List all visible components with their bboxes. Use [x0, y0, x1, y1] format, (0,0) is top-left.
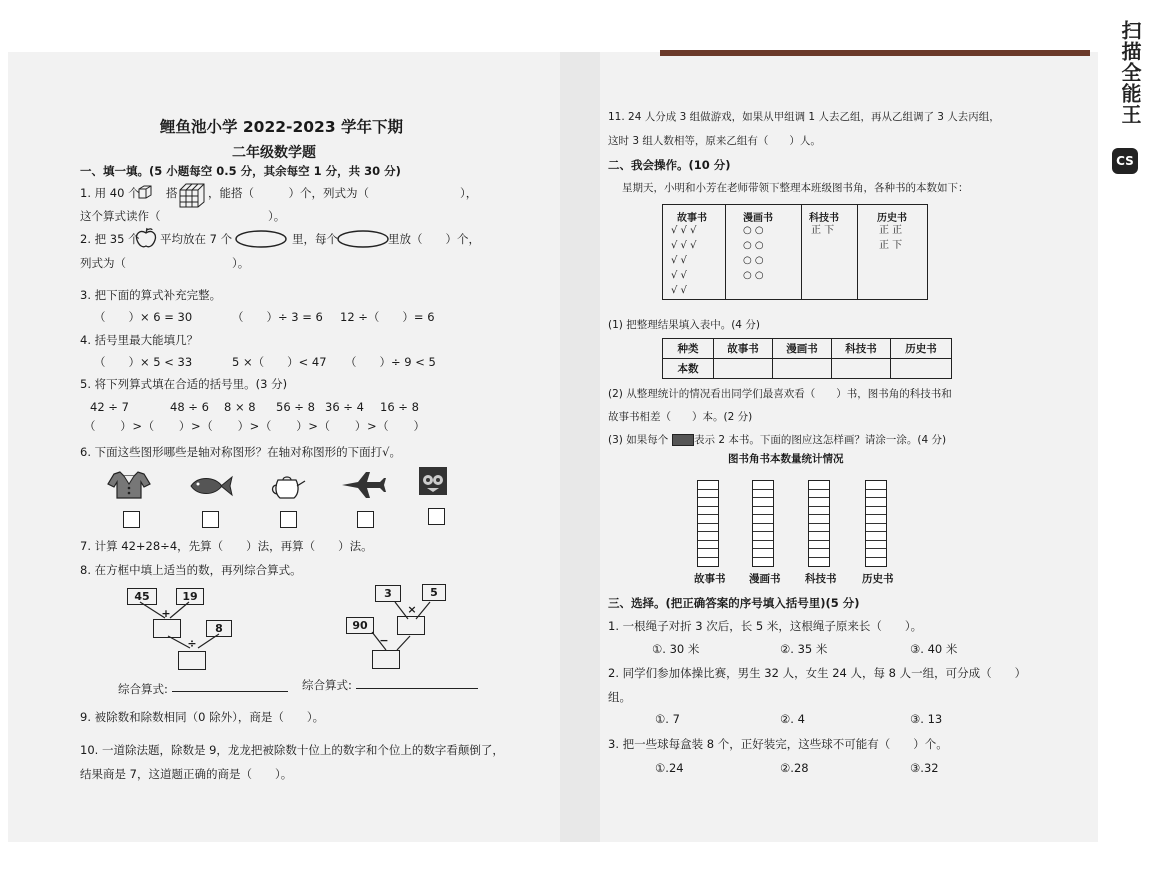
- chart-label-history: 历史书: [862, 573, 894, 585]
- choice2-opt-b[interactable]: ②. 4: [780, 712, 805, 726]
- part2-line-a: (2) 从整理统计的情况看出同学们最喜欢看（ ）书，图书角的科技书和: [608, 388, 952, 400]
- bar-science-cell[interactable]: [809, 507, 829, 516]
- q2-part-f: ）。: [232, 256, 250, 270]
- q5-expr-4: 56 ÷ 8: [276, 400, 315, 414]
- part3-line-a: (3) 如果每个: [608, 434, 669, 446]
- q11-line-a: 11. 24 人分成 3 组做游戏，如果从甲组调 1 人去乙组，再从乙组调了 3 人去丙组，: [608, 111, 1000, 123]
- stat-header-comic: 漫画书: [773, 339, 832, 359]
- bar-history-cell[interactable]: [866, 524, 886, 533]
- bar-story[interactable]: [697, 480, 719, 567]
- tree1-box-a: 45: [127, 588, 157, 605]
- tree2-box-result1[interactable]: [397, 616, 425, 635]
- choice3-prompt: 3. 把一些球每盒装 8 个，正好装完，这些球不可能有（ ）个。: [608, 737, 948, 751]
- tally-col-science: [801, 205, 858, 299]
- section1-header: 一、填一填。(5 小题每空 0.5 分，其余每空 1 分，共 30 分): [80, 164, 401, 178]
- stat-cell-story[interactable]: [714, 359, 773, 379]
- teapot-icon: [268, 470, 308, 502]
- legend-unit-square-icon: [672, 434, 694, 446]
- tree2-box-b: 5: [422, 584, 446, 601]
- bar-story-cell[interactable]: [698, 532, 718, 541]
- tally-header-story: 故事书: [677, 213, 707, 224]
- stat-row-label: 本数: [663, 359, 714, 379]
- tally-marks-history: 正 正 正 下: [879, 225, 903, 251]
- bar-comic-cell[interactable]: [753, 541, 773, 550]
- q5-expr-3: 8 × 8: [224, 400, 256, 414]
- face-pattern-icon: [418, 466, 448, 496]
- big-cube-icon: [178, 182, 206, 208]
- choice2-opt-a[interactable]: ①. 7: [655, 712, 680, 726]
- tally-marks-comic: ○ ○ ○ ○ ○ ○ ○ ○: [743, 225, 764, 281]
- bar-history-cell[interactable]: [866, 507, 886, 516]
- q1-part-a: 1. 用 40 个: [80, 186, 140, 200]
- q4-item-2: 5 ×（ ）< 47: [232, 355, 327, 369]
- q5-expr-5: 36 ÷ 4: [325, 400, 364, 414]
- bar-science-cell[interactable]: [809, 515, 829, 524]
- q6-checkbox-plane[interactable]: [357, 511, 374, 528]
- bar-history-cell[interactable]: [866, 541, 886, 550]
- bar-science-cell[interactable]: [809, 490, 829, 499]
- q6-checkbox-shirt[interactable]: [123, 511, 140, 528]
- bar-science-cell[interactable]: [809, 524, 829, 533]
- scanner-brand: [1108, 20, 1148, 180]
- q1-part-e: 这个算式读作（: [80, 209, 161, 223]
- bar-comic[interactable]: [752, 480, 774, 567]
- bar-story-cell[interactable]: [698, 498, 718, 507]
- stat-count-row: [663, 359, 952, 379]
- q10-line-b: 结果商是 7，这道题正确的商是（ ）。: [80, 767, 293, 781]
- tally-marks-story: √ √ √ √ √ √ √ √ √ √ √ √: [671, 225, 697, 296]
- jet-plane-icon: [340, 470, 386, 500]
- stat-cell-science[interactable]: [832, 359, 891, 379]
- tree2-op1: ×: [407, 603, 417, 616]
- paper-edge: [660, 50, 1090, 56]
- stat-header-science: 科技书: [832, 339, 891, 359]
- bar-comic-cell[interactable]: [753, 515, 773, 524]
- tree1-box-c: 8: [206, 620, 232, 637]
- chart-label-science: 科技书: [805, 573, 837, 585]
- bar-history-cells: [866, 481, 886, 566]
- q11-line-b: 这时 3 组人数相等，原来乙组有（ ）人。: [608, 135, 821, 147]
- tally-header-science: 科技书: [809, 213, 839, 224]
- choice2-line-b: 组。: [608, 690, 631, 704]
- statistics-table: [662, 338, 952, 379]
- choice1-opt-a[interactable]: ①. 30 米: [652, 642, 700, 656]
- tally-table: [662, 204, 928, 300]
- choice1-prompt: 1. 一根绳子对折 3 次后，长 5 米，这根绳子原来长（ ）。: [608, 619, 923, 633]
- combined-label-1: 综合算式:: [118, 682, 168, 696]
- exam-title: 鲤鱼池小学 2022-2023 学年下期: [160, 118, 404, 136]
- bar-history-cell[interactable]: [866, 549, 886, 558]
- stat-header-story: 故事书: [714, 339, 773, 359]
- q2-part-b: 平均放在 7 个: [160, 232, 233, 246]
- bar-history-cell[interactable]: [866, 558, 886, 567]
- tally-col-history: [857, 205, 925, 299]
- bar-comic-cell[interactable]: [753, 558, 773, 567]
- tally-marks-science: 正 下: [811, 225, 835, 236]
- choice1-opt-b[interactable]: ②. 35 米: [780, 642, 828, 656]
- bar-science-cell[interactable]: [809, 541, 829, 550]
- bar-history-cell[interactable]: [866, 498, 886, 507]
- q8-prompt: 8. 在方框中填上适当的数，再列综合算式。: [80, 563, 302, 577]
- bar-story-cell[interactable]: [698, 541, 718, 550]
- part3-line-b: 表示 2 本书。下面的图应这怎样画？请涂一涂。(4 分): [694, 434, 947, 446]
- q2-part-d: 里放（ ）个，: [388, 232, 480, 246]
- tree2-box-a: 3: [375, 585, 401, 602]
- chart-label-comic: 漫画书: [749, 573, 781, 585]
- bar-history-cell[interactable]: [866, 481, 886, 490]
- tree2-box-c: 90: [346, 617, 374, 634]
- bar-science-cell[interactable]: [809, 532, 829, 541]
- chart-title: 图书角书本数量统计情况: [728, 453, 844, 465]
- q4-item-1: （ ）× 5 < 33: [94, 355, 193, 369]
- q1-part-b: 搭: [166, 186, 178, 200]
- bar-history-cell[interactable]: [866, 490, 886, 499]
- tally-col-story: [663, 205, 726, 299]
- stat-header-kind: 种类: [663, 339, 714, 359]
- q6-prompt: 6. 下面这些图形哪些是轴对称图形？在轴对称图形的下面打√。: [80, 445, 401, 459]
- tree1-op2: ÷: [187, 637, 197, 650]
- section3-header: 三、选择。(把正确答案的序号填入括号里)(5 分): [608, 596, 860, 610]
- q6-checkbox-teapot[interactable]: [280, 511, 297, 528]
- q2-part-e: 列式为（: [80, 256, 126, 270]
- bar-science-cell[interactable]: [809, 558, 829, 567]
- brand-name: 扫描全能王: [1118, 20, 1142, 125]
- tally-col-comic: [725, 205, 802, 299]
- shirt-icon: [106, 470, 152, 500]
- choice2-opt-c[interactable]: ③. 13: [910, 712, 943, 726]
- small-cube-icon: [137, 184, 153, 200]
- stat-cell-comic[interactable]: [773, 359, 832, 379]
- bar-comic-cell[interactable]: [753, 490, 773, 499]
- q3-item-1: （ ）× 6 = 30: [94, 310, 193, 324]
- exam-subtitle: 二年级数学题: [232, 145, 316, 161]
- bar-story-cell[interactable]: [698, 507, 718, 516]
- q5-expr-1: 42 ÷ 7: [90, 400, 129, 414]
- q3-item-2: （ ）÷ 3 = 6: [232, 310, 323, 324]
- bar-story-cell[interactable]: [698, 524, 718, 533]
- q1-part-f: ）。: [268, 209, 286, 223]
- bar-story-cell[interactable]: [698, 549, 718, 558]
- bar-story-cell[interactable]: [698, 515, 718, 524]
- apple-icon: [134, 227, 158, 249]
- plate-icon: [234, 228, 288, 250]
- choice2-line-a: 2. 同学们参加体操比赛，男生 32 人，女生 24 人，每 8 人一组，可分成（ ）: [608, 666, 1027, 680]
- choice3-opt-a[interactable]: ①.24: [655, 761, 684, 775]
- plate-icon-2: [336, 228, 390, 250]
- q5-expr-6: 16 ÷ 8: [380, 400, 419, 414]
- section2-header: 二、我会操作。(10 分): [608, 158, 731, 172]
- bar-story-cell[interactable]: [698, 558, 718, 567]
- bar-science-cell[interactable]: [809, 498, 829, 507]
- q1-part-d: ），: [460, 186, 478, 200]
- q5-expr-2: 48 ÷ 6: [170, 400, 209, 414]
- brand-logo-icon: CS: [1112, 148, 1138, 174]
- combined-answer-line-2[interactable]: [356, 688, 478, 689]
- bar-comic-cell[interactable]: [753, 524, 773, 533]
- q2-part-a: 2. 把 35 个: [80, 232, 140, 246]
- stat-cell-history[interactable]: [891, 359, 952, 379]
- bar-story-cells: [698, 481, 718, 566]
- tally-header-history: 历史书: [877, 213, 907, 224]
- choice3-opt-c[interactable]: ③.32: [910, 761, 939, 775]
- part2-line-b: 故事书相差（ ）本。(2 分): [608, 411, 753, 423]
- q10-line-a: 10. 一道除法题，除数是 9，龙龙把被除数十位上的数字和个位上的数字看颠倒了，: [80, 743, 504, 757]
- combined-label-2: 综合算式:: [302, 678, 352, 692]
- tally-header-comic: 漫画书: [743, 213, 773, 224]
- choice3-opt-b[interactable]: ②.28: [780, 761, 809, 775]
- bar-story-cell[interactable]: [698, 490, 718, 499]
- chart-label-story: 故事书: [694, 573, 726, 585]
- q5-compare-line: （ ）>（ ）>（ ）>（ ）>（ ）>（ ）: [84, 419, 426, 433]
- bar-comic-cells: [753, 481, 773, 566]
- bar-comic-cell[interactable]: [753, 498, 773, 507]
- bar-science-cell[interactable]: [809, 549, 829, 558]
- bar-comic-cell[interactable]: [753, 507, 773, 516]
- q7-prompt: 7. 计算 42+28÷4，先算（ ）法，再算（ ）法。: [80, 539, 373, 553]
- tree1-box-b: 19: [176, 588, 204, 605]
- q5-prompt: 5. 将下列算式填在合适的括号里。(3 分): [80, 377, 288, 391]
- tree2-op2: −: [379, 634, 389, 647]
- bar-history-cell[interactable]: [866, 515, 886, 524]
- bar-science-cell[interactable]: [809, 481, 829, 490]
- bar-history[interactable]: [865, 480, 887, 567]
- choice1-opt-c[interactable]: ③. 40 米: [910, 642, 958, 656]
- bar-comic-cell[interactable]: [753, 481, 773, 490]
- q3-item-3: 12 ÷（ ）= 6: [340, 310, 435, 324]
- combined-answer-line-1[interactable]: [172, 691, 288, 692]
- tree1-op1: +: [161, 607, 171, 620]
- q6-checkbox-pattern[interactable]: [428, 508, 445, 525]
- q3-prompt: 3. 把下面的算式补充完整。: [80, 288, 222, 302]
- bar-comic-cell[interactable]: [753, 549, 773, 558]
- q4-prompt: 4. 括号里最大能填几？: [80, 333, 199, 347]
- q4-item-3: （ ）÷ 9 < 5: [345, 355, 436, 369]
- tree1-box-result2[interactable]: [178, 651, 206, 670]
- stat-header-row: [663, 339, 952, 359]
- section2-intro: 星期天，小明和小芳在老师带领下整理本班级图书角，各种书的本数如下：: [622, 182, 969, 194]
- q2-part-c: 里，每个: [292, 232, 338, 246]
- tree2-box-result2[interactable]: [372, 650, 400, 669]
- bar-science[interactable]: [808, 480, 830, 567]
- bar-science-cells: [809, 481, 829, 566]
- part1-prompt: (1) 把整理结果填入表中。(4 分): [608, 319, 760, 331]
- q9-prompt: 9. 被除数和除数相同（0 除外），商是（ ）。: [80, 710, 325, 724]
- bar-history-cell[interactable]: [866, 532, 886, 541]
- bar-story-cell[interactable]: [698, 481, 718, 490]
- tree1-box-result1[interactable]: [153, 619, 181, 638]
- fish-icon: [188, 474, 234, 498]
- q1-part-c: ，能搭（ ）个，列式为（: [208, 186, 369, 200]
- stat-header-history: 历史书: [891, 339, 952, 359]
- fold-shadow: [560, 52, 600, 842]
- bar-comic-cell[interactable]: [753, 532, 773, 541]
- q6-checkbox-fish[interactable]: [202, 511, 219, 528]
